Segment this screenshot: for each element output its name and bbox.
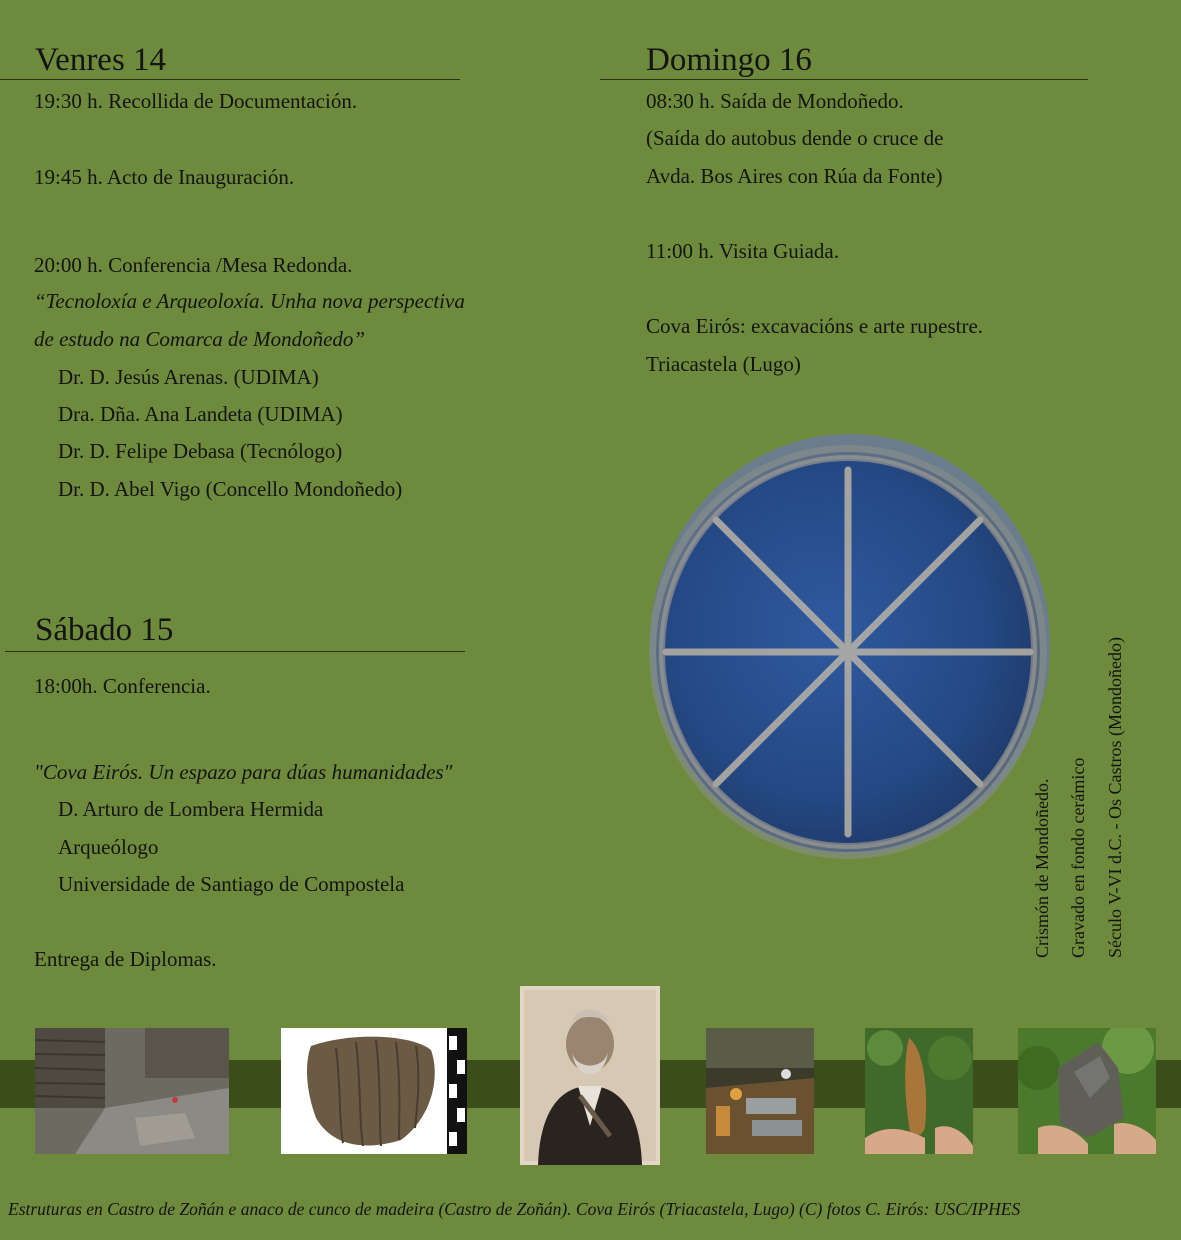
sabado-line-6: Entrega de Diplomas.	[34, 947, 217, 971]
venres-line-1: 19:30 h. Recollida de Documentación.	[34, 89, 358, 113]
venres-speaker: Dr. D. Felipe Debasa (Tecnólogo)	[58, 439, 343, 463]
domingo-line-3: Avda. Bos Aires con Rúa da Fonte)	[646, 164, 943, 188]
wooden-bowl-fragment-photo	[281, 1028, 467, 1154]
venres-line-3: 20:00 h. Conferencia /Mesa Redonda.	[34, 253, 353, 277]
domingo-line-2: (Saída do autobus dende o cruce de	[646, 126, 944, 150]
sabado-title: Sábado 15	[35, 612, 174, 648]
cave-excavation-photo	[706, 1028, 814, 1154]
fossil-tooth-photo	[865, 1028, 973, 1154]
sabado-speaker-name: D. Arturo de Lombera Hermida	[58, 797, 324, 821]
artifact-caption-3: Século V-VI d.C. - Os Castros (Mondoñedo)	[1105, 637, 1125, 958]
artifact-caption-1: Crismón de Mondoñedo.	[1032, 778, 1052, 958]
sabado-speaker-role: Arqueólogo	[58, 835, 159, 859]
venres-line-2: 19:45 h. Acto de Inauguración.	[34, 165, 295, 189]
domingo-line-4: 11:00 h. Visita Guiada.	[646, 239, 839, 263]
domingo-rule	[600, 79, 1088, 80]
artifact-caption-2: Gravado en fondo cerámico	[1068, 757, 1088, 958]
venres-speaker: Dra. Dña. Ana Landeta (UDIMA)	[58, 402, 343, 426]
domingo-line-5: Cova Eirós: excavacións e arte rupestre.	[646, 314, 984, 338]
stone-tool-photo	[1018, 1028, 1156, 1154]
castro-structures-photo	[35, 1028, 229, 1154]
sabado-line-1: 18:00h. Conferencia.	[34, 674, 211, 698]
venres-speaker: Dr. D. Jesús Arenas. (UDIMA)	[58, 365, 319, 389]
sabado-talk-title: "Cova Eirós. Un espazo para dúas humanidades"	[34, 760, 453, 784]
venres-talk-title-1: “Tecnoloxía e Arqueoloxía. Unha nova perspectiva	[34, 289, 465, 313]
sabado-speaker-affiliation: Universidade de Santiago de Compostela	[58, 872, 405, 896]
photos-caption: Estruturas en Castro de Zoñán e anaco de cunco de madeira (Castro de Zoñán). Cova Eirós (Triacastela, Lugo) (C) fotos C. Eirós: USC/IPHES	[8, 1199, 1021, 1219]
venres-talk-title-2: de estudo na Comarca de Mondoñedo”	[34, 327, 366, 351]
crismon-artifact-image	[648, 422, 1053, 862]
historical-portrait-photo	[520, 986, 660, 1165]
domingo-title: Domingo 16	[646, 42, 812, 78]
venres-title: Venres 14	[35, 42, 167, 78]
domingo-line-1: 08:30 h. Saída de Mondoñedo.	[646, 89, 904, 113]
sabado-rule	[5, 651, 465, 652]
venres-rule	[0, 79, 460, 80]
domingo-line-6: Triacastela (Lugo)	[646, 352, 801, 376]
venres-speaker: Dr. D. Abel Vigo (Concello Mondoñedo)	[58, 477, 403, 501]
